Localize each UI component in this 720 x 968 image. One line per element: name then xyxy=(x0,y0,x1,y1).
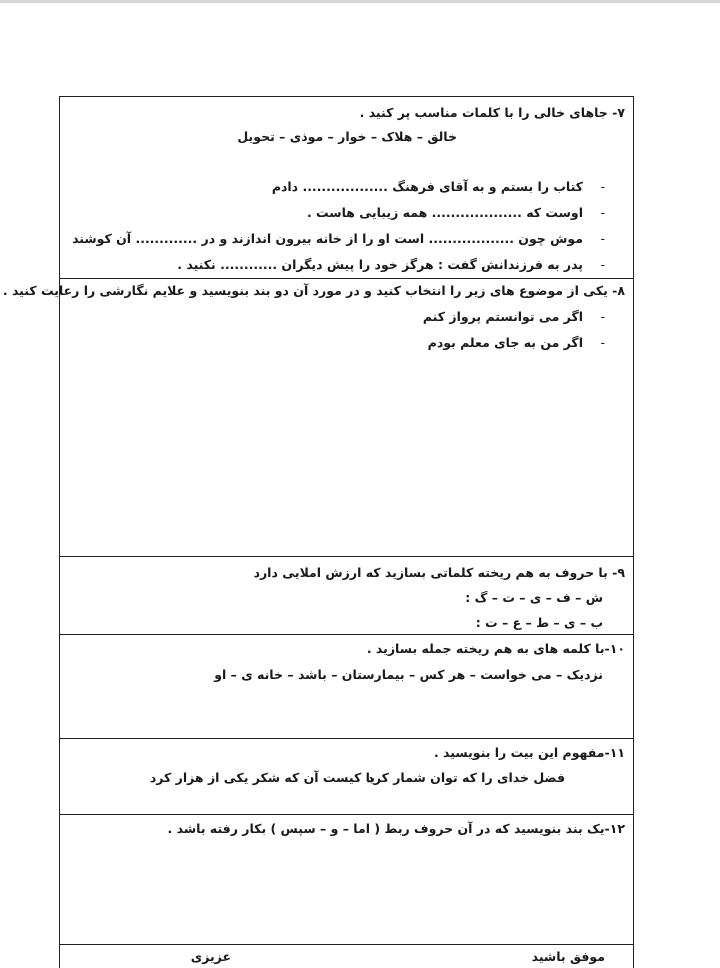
question-12 xyxy=(60,815,633,945)
q8-title: ۸- یکی از موضوع های زیر را انتخاب کنید و در مورد آن دو بند بنویسید و علایم نگارشی را رعایت کنید . xyxy=(2,283,625,298)
q7-word-bank: خالق – هلاک – خوار – موذی – تحویل xyxy=(237,129,457,144)
bullet: - xyxy=(600,257,605,272)
q9-letters-1: ش – ف – ی – ت – گ : xyxy=(465,590,603,605)
footer-signature: عزیزی xyxy=(190,949,231,964)
q11-title: ۱۱-مفهوم این بیت را بنویسید . xyxy=(433,745,625,760)
bullet: - xyxy=(600,335,605,350)
exam-sheet xyxy=(2,96,634,968)
footer-closing: موفق باشید xyxy=(531,949,605,964)
question-7 xyxy=(60,97,633,279)
question-9 xyxy=(60,557,633,635)
question-11 xyxy=(60,739,633,815)
q11-verse-2: یا کیست آن که شکر یکی از هزار کرد xyxy=(149,770,375,785)
q7-item-1: کتاب را بستم و به آقای فرهنگ .................. دادم xyxy=(271,179,583,194)
q7-title: ۷- جاهای خالی را با کلمات مناسب پر کنید . xyxy=(359,105,625,120)
bullet: - xyxy=(600,179,605,194)
q10-title: ۱۰-با کلمه های به هم ریخته جمله بسازید . xyxy=(366,641,625,656)
q10-words: نزدیک – می خواست – هر کس – بیمارستان – باشد – خانه ی – او xyxy=(214,667,603,682)
q9-title: ۹- با حروف به هم ریخته کلماتی بسازید که ارزش املایی دارد xyxy=(253,565,625,580)
question-8 xyxy=(2,279,633,557)
bullet: - xyxy=(600,231,605,246)
q11-verse-1: فضل خدای را که توان شمار کرد xyxy=(367,770,565,785)
q7-item-4: پدر به فرزندانش گفت : هرگز خود را پیش دیگران ............ نکنید . xyxy=(177,257,583,272)
q7-item-3: موش چون .................. است او را از خانه بیرون اندازند و در ............. آن کوشند xyxy=(72,231,583,246)
q8-topic-2: اگر من به جای معلم بودم xyxy=(427,335,583,350)
bullet: - xyxy=(600,309,605,324)
q8-topic-1: اگر می توانستم پرواز کنم xyxy=(422,309,583,324)
bullet: - xyxy=(600,205,605,220)
top-edge xyxy=(0,0,720,3)
q7-item-2: اوست که ................... همه زیبایی هاست . xyxy=(306,205,583,220)
question-10 xyxy=(60,635,633,739)
q9-letters-2: ب – ی – ط – ع – ت : xyxy=(475,615,603,630)
q12-title: ۱۲-یک بند بنویسید که در آن حروف ربط ( اما – و – سپس ) بکار رفته باشد . xyxy=(167,821,625,836)
